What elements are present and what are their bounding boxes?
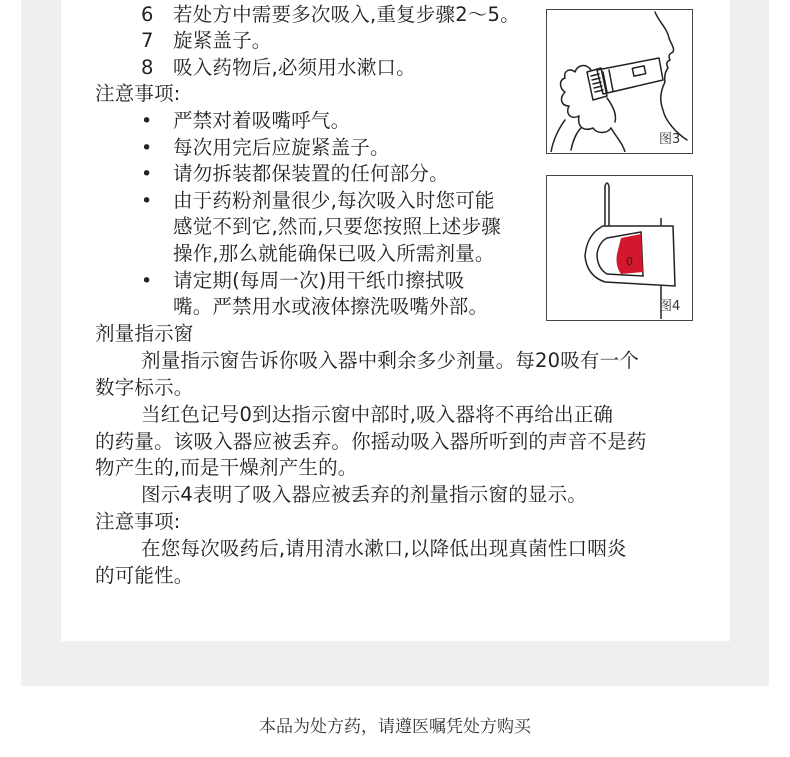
figure-4 xyxy=(546,175,693,321)
bullet-dot: • xyxy=(141,270,153,292)
bullet-text: 由于药粉剂量很少,每次吸入时您可能 xyxy=(173,189,495,212)
bullet-text: 严禁对着吸嘴呼气。 xyxy=(173,109,351,132)
step-number: 8 xyxy=(141,56,154,79)
paragraph-line: 的可能性。 xyxy=(95,564,194,587)
paragraph-line: 当红色记号0到达指示窗中部时,吸入器将不再给出正确 xyxy=(141,403,614,426)
bullet-dot: • xyxy=(141,110,153,132)
paragraph-line: 物产生的,而是干燥剂产生的。 xyxy=(95,456,358,479)
step-number: 7 xyxy=(141,29,154,52)
step-8 xyxy=(141,55,416,81)
bullet-text: 请勿拆装都保装置的任何部分。 xyxy=(173,162,449,185)
bullet-dot: • xyxy=(141,163,153,185)
bullet-dot: • xyxy=(141,137,153,159)
bullet-text: 感觉不到它,然而,只要您按照上述步骤 xyxy=(173,215,501,238)
bullet-text: 操作,那么就能确保已吸入所需剂量。 xyxy=(173,242,495,265)
bullet-text: 每次用完后应旋紧盖子。 xyxy=(173,136,390,159)
dose-indicator-digit: 0 xyxy=(626,255,633,268)
step-text: 吸入药物后,必须用水漱口。 xyxy=(173,56,416,79)
step-7 xyxy=(141,28,272,54)
figure-3-label: 图3 xyxy=(659,132,681,147)
notes-heading-2: 注意事项: xyxy=(95,510,181,533)
figure-3 xyxy=(546,9,693,154)
step-text: 若处方中需要多次吸入,重复步骤2～5。 xyxy=(173,3,520,26)
figure-4-label: 图4 xyxy=(659,299,681,314)
paragraph-line: 的药量。该吸入器应被丢弃。你摇动吸入器所听到的声音不是药 xyxy=(95,430,647,453)
step-number: 6 xyxy=(141,3,154,26)
paragraph-line: 在您每次吸药后,请用清水漱口,以降低出现真菌性口咽炎 xyxy=(141,537,627,560)
step-6 xyxy=(141,2,520,28)
bullet-text: 请定期(每周一次)用干纸巾擦拭吸 xyxy=(173,269,465,292)
paragraph-line: 图示4表明了吸入器应被丢弃的剂量指示窗的显示。 xyxy=(141,483,588,506)
footer-notice: 本品为处方药，请遵医嘱凭处方购买 xyxy=(259,717,531,737)
notes-heading: 注意事项: xyxy=(95,82,181,105)
section-heading: 剂量指示窗 xyxy=(95,322,194,345)
paragraph-line: 剂量指示窗告诉你吸入器中剩余多少剂量。每20吸有一个 xyxy=(141,349,640,372)
bullet-dot: • xyxy=(141,190,153,212)
paragraph-line: 数字标示。 xyxy=(95,376,194,399)
bullet-text: 嘴。严禁用水或液体擦洗吸嘴外部。 xyxy=(173,295,489,318)
step-text: 旋紧盖子。 xyxy=(173,29,272,52)
